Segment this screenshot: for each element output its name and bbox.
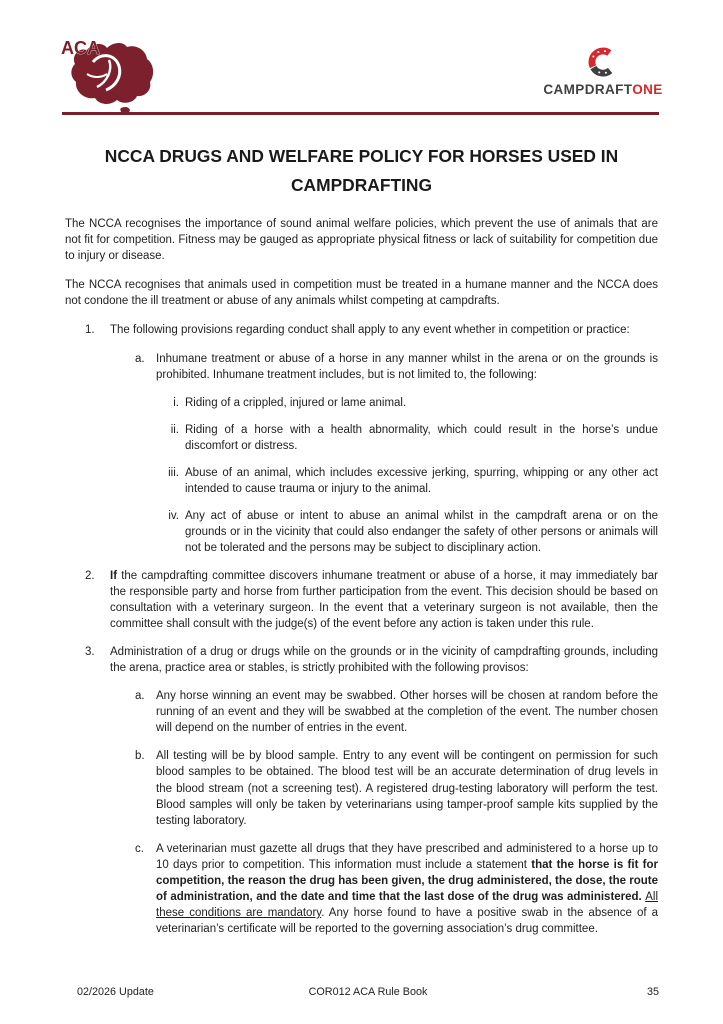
list-item-1a-ii-text: Riding of a horse with a health abnormality, which could result in the horse’s undue discomfort or distress. [185,423,658,452]
intro-paragraph-2: The NCCA recognises that animals used in competition must be treated in a humane manner and the NCCA does not condone the ill treatment or abuse of any animals whilst competing at campdrafts. [65,279,658,308]
list-item-2-body: the campdrafting committee discovers inhumane treatment or abuse of a horse, it may immediately bar the responsible party and horse from further participation from the event. This decision should be based on consultation with a veterinary surgeon. In the event that a veterinary surgeon is not available, then the committee shall consult with the judge(s) of the event before any action is taken under this rule. [110,569,658,630]
aca-logo [58,34,164,116]
list-item-1a-i [163,395,658,411]
list-item-1a-text: Inhumane treatment or abuse of a horse in any manner whilst in the arena or on the grounds is prohibited. Inhumane treatment includes, but is not limited to, the following: [156,352,658,381]
list-item-1a-i-text: Riding of a crippled, injured or lame animal. [185,396,407,409]
list-item-3c-marker: c. [135,842,144,855]
list-item-1a-ii-marker: ii. [170,423,179,436]
list-item-1a-ii [163,422,658,454]
aca-logo-text: ACA [61,38,100,58]
list-item-2-text [110,568,658,632]
list-item-1a-iv-marker: iv. [168,510,179,523]
list-item-3c-text-1: A veterinarian must gazette all drugs that they have prescribed and administered to a horse up to 10 days prior to competition. This information must include a statement [156,842,658,871]
list-item-3-text: Administration of a drug or drugs while on the grounds or in the vicinity of campdrafting grounds, including the arena, practice area or stables, is strictly prohibited with the following provisos: [110,645,658,674]
list-item-1-text: The following provisions regarding conduct shall apply to any event whether in competition or practice: [110,324,630,337]
campdraftone-wordmark [543,82,662,97]
campdraftone-wordmark-dark: CAMPDRAFT [543,82,633,97]
list-item-3a-text: Any horse winning an event may be swabbed. Other horses will be chosen at random before the running of an event and they will be swabbed at the completion of the event. The number chosen will depend on the number of entries in the event. [156,690,658,735]
list-item-3c [135,841,658,938]
list-item-1a-iii [163,465,658,497]
list-item-3c-text-2: . Any horse found to have a positive swab in the absence of a veterinarian’s certificate will be reported to the governing association’s drug committee. [156,907,658,936]
list-item-3b-marker: b. [135,750,145,763]
campdraftone-wordmark-red: ONE [632,82,663,97]
list-item-1 [85,322,658,338]
intro-paragraph-1: The NCCA recognises the importance of sound animal welfare policies, which prevent the use of animals that are not fit for competition. Fitness may be gauged as appropriate physical fitness or lack of suitability for competition due to injury or disease. [65,218,658,263]
footer-update-label: 02/2026 Update [77,986,154,998]
list-item-1a-iii-marker: iii. [168,467,179,480]
list-item-2 [85,568,658,632]
list-item-3a-marker: a. [135,690,145,703]
list-item-1-marker: 1. [85,324,95,337]
list-item-3c-text [156,841,658,938]
footer-document-label: COR012 ACA Rule Book [308,986,428,998]
list-item-1a-iii-text: Abuse of an animal, which includes excessive jerking, spurring, whipping or any other act intended to cause trauma or injury to the animal. [185,467,658,496]
list-item-1a-marker: a. [135,352,145,365]
list-item-3b [135,748,658,828]
page-title-line1: NCCA DRUGS AND WELFARE POLICY FOR HORSES USED IN [104,146,619,166]
list-item-1a-iv [163,508,658,556]
list-item-1a-iv-text: Any act of abuse or intent to abuse an animal whilst in the campdraft arena or on the grounds or in the vicinity that could also endanger the safety of other persons or animals will not be tolerated and the persons may be subject to disciplinary action. [185,510,658,555]
horseshoe-c-icon [586,44,620,80]
list-item-3c-underline: All these conditions are mandatory [156,891,658,920]
list-item-3b-text: All testing will be by blood sample. Entry to any event will be contingent on permission for such blood samples to be obtained. The blood test will be an accurate determination of drug levels in the blood stream (not a screening test). A registered drug-testing laboratory will perform the test. Blood samples will only be taken by veterinarians using tamper-proof sample kits supplied by the testing laboratory. [156,750,658,827]
list-item-3 [85,644,658,676]
list-item-2-marker: 2. [85,569,95,582]
list-item-2-bold-lead: If [110,569,118,582]
list-item-1a [135,351,658,383]
page-footer [65,986,659,998]
header-divider [62,112,659,115]
australia-map-horse-icon [58,34,164,116]
campdraftone-logo [543,44,663,97]
page-title [65,142,658,199]
list-item-3-marker: 3. [85,645,95,658]
page-title-line2: CAMPDRAFTING [290,174,433,195]
list-item-3c-bold: that the horse is fit for competition, the reason the drug has been given, the drug administered, the dose, the route of administration, and the date and time that the last dose of the drug was administered. [156,858,658,904]
list-item-3a [135,688,658,736]
document-body [65,216,658,949]
footer-page-number: 35 [646,986,659,998]
list-item-1a-i-marker: i. [173,396,179,409]
